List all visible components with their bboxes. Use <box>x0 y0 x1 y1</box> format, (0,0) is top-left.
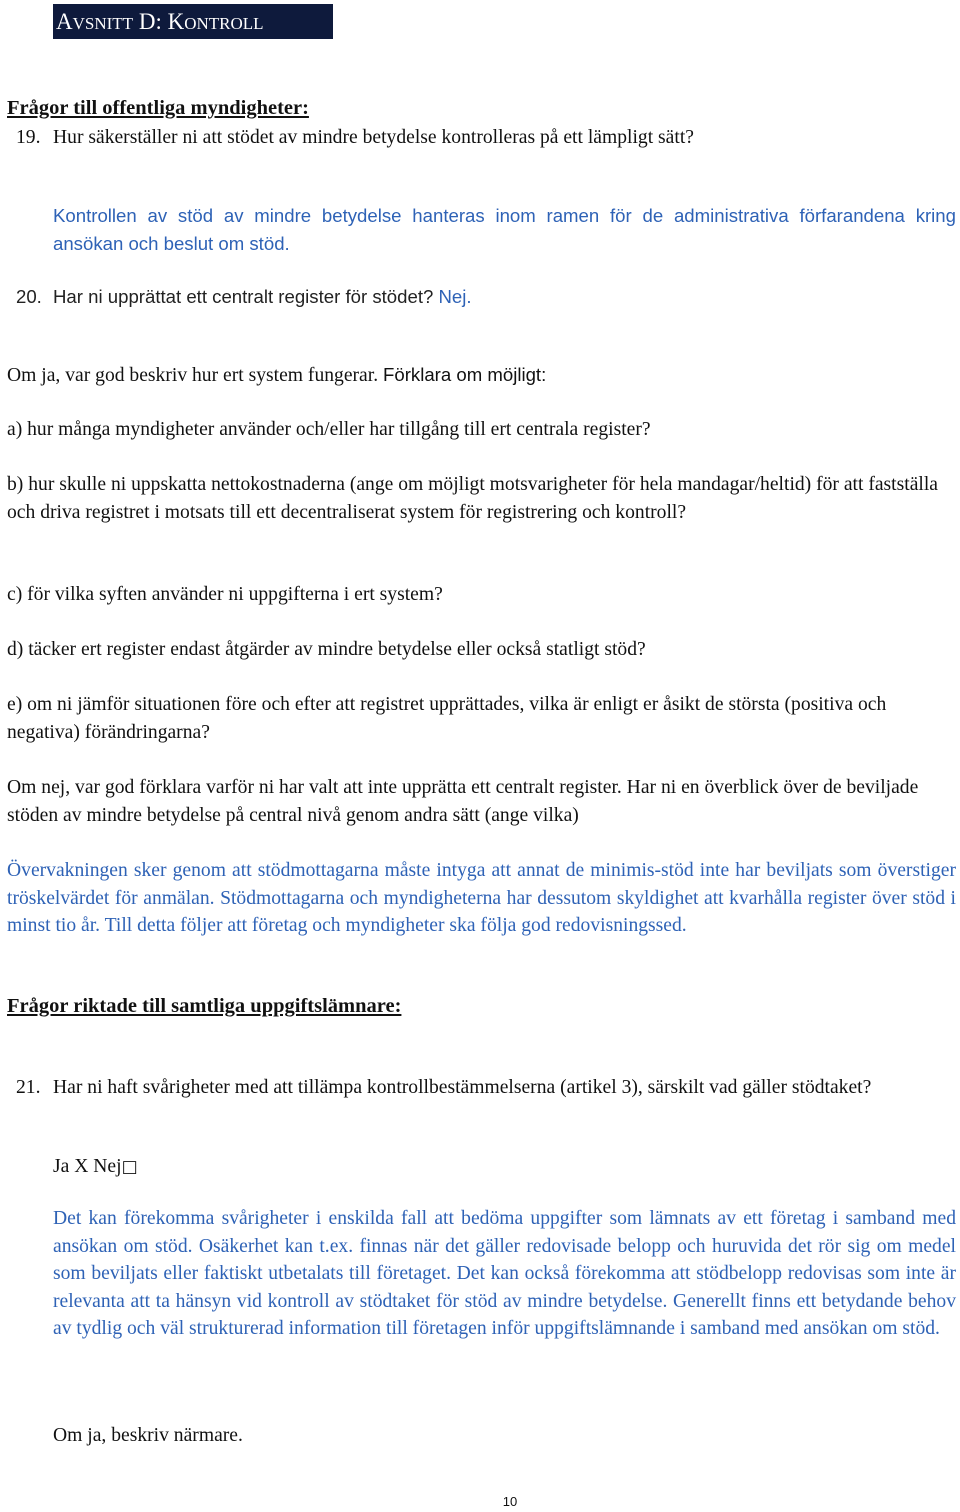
section-heading <box>53 4 333 39</box>
if-yes-intro <box>7 361 947 390</box>
sub-question-e: e) om ni jämför situationen före och efter att registret upprättades, vilka är enligt er åsikt de största (positiva och negativa) förändringarna? <box>7 694 887 743</box>
question-20 <box>16 283 946 311</box>
choice-text: Ja X Nej <box>53 1156 122 1177</box>
page-number: 10 <box>502 1494 518 1509</box>
question-number: 21. <box>16 1077 41 1098</box>
checkbox-icon: □ <box>121 1157 138 1177</box>
question-text: Har ni haft svårigheter med att tillämpa kontrollbestämmelserna (artikel 3), särskilt vad gäller stödtaket? <box>53 1077 872 1098</box>
follow-up-text: Om ja, beskriv närmare. <box>53 1425 243 1446</box>
sub-question-b: b) hur skulle ni uppskatta nettokostnaderna (ange om möjligt motsvarigheter för hela mandagar/heltid) för att fastställa och driva registret i motsats till ett decentraliserat system för registrering och kontroll? <box>7 474 938 523</box>
explain-text: Förklara om möjligt: <box>383 364 547 385</box>
question-text: Hur säkerställer ni att stödet av mindre betydelse kontrolleras på ett lämpligt sätt? <box>53 127 694 148</box>
all-respondents-heading: Frågor riktade till samtliga uppgiftslämnare: <box>7 995 402 1017</box>
if-no-answer: Övervakningen sker genom att stödmottagarna måste intyga att annat de minimis-stöd inte har beviljats som överstiger tröskelvärdet för anmälan. Stödmottagarna och myndigheterna har dessutom skyldighet att kvarhålla register över stöd i minst tio år. Till detta följer att företag och myndigheter ska följa god redovisningssed. <box>7 860 956 936</box>
question-text: Har ni upprättat ett centralt register för stödet? <box>53 286 434 307</box>
question-21 <box>16 1074 956 1102</box>
heading-smallcaps-1: VSNITT <box>72 14 134 33</box>
question-number: 19. <box>16 127 41 148</box>
sub-question-d: d) täcker ert register endast åtgärder av mindre betydelse eller också statligt stöd? <box>7 639 646 660</box>
choice-row <box>53 1153 138 1182</box>
question-number: 20. <box>16 286 42 307</box>
heading-smallcaps-2: ONTROLL <box>184 14 264 33</box>
answer-19: Kontrollen av stöd av mindre betydelse hanteras inom ramen för de administrativa förfarandena kring ansökan och beslut om stöd. <box>53 205 956 254</box>
answer-21: Det kan förekomma svårigheter i enskilda fall att bedöma uppgifter som lämnats av ett företag i samband med ansökan om stöd. Osäkerhet kan t.ex. finnas när det gäller redovisade belopp och huruvida det rör sig om medel som beviljats eller faktiskt utbetalats till företaget. Det kan också förekomma att stödbelopp redovisas som inte är relevanta att ta hänsyn vid kontroll av stödtaket för stöd av mindre betydelse. Generellt finns ett betydande behov av tydlig och väl strukturerad information till företagen inför uppgiftslämnande i samband med ansökan om stöd. <box>53 1208 956 1339</box>
if-no-text: Om nej, var god förklara varför ni har valt att inte upprätta ett centralt register. Har ni en överblick över de beviljade stöden av mindre betydelse på central nivå genom andra sätt (ange vilka) <box>7 777 919 826</box>
heading-d: D: K <box>133 9 185 34</box>
sub-question-c: c) för vilka syften använder ni uppgifterna i ert system? <box>7 584 443 605</box>
sub-question-a: a) hur många myndigheter använder och/eller har tillgång till ert centrala register? <box>7 419 651 440</box>
heading-cap-a: A <box>56 9 73 34</box>
if-yes-text: Om ja, var god beskriv hur ert system fungerar. <box>7 365 379 386</box>
answer-20: Nej. <box>438 286 472 307</box>
question-19 <box>16 124 946 152</box>
public-questions-heading: Frågor till offentliga myndigheter: <box>7 97 309 119</box>
